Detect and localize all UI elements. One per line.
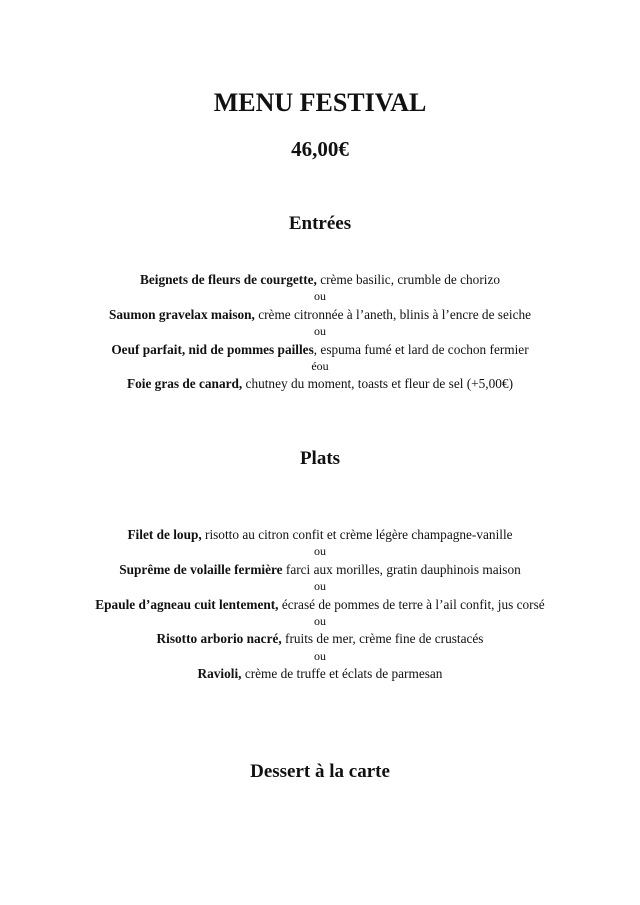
menu-item bbox=[0, 630, 640, 647]
menu-item bbox=[0, 271, 640, 288]
menu-item-description: crème citronnée à l’aneth, blinis à l’encre de seiche bbox=[254, 306, 532, 322]
entrees-list bbox=[0, 271, 640, 393]
menu-item bbox=[0, 561, 640, 578]
menu-item-description: , espuma fumé et lard de cochon fermier bbox=[313, 341, 529, 357]
separator-ou: ou bbox=[314, 324, 326, 339]
menu-item-description: chutney du moment, toasts et fleur de sel (+5,00€) bbox=[242, 376, 514, 392]
menu-item bbox=[0, 665, 640, 682]
menu-item-name: Filet de loup, bbox=[127, 527, 202, 542]
menu-item-description: écrasé de pommes de terre à l’ail confit, jus corsé bbox=[278, 596, 545, 612]
menu-item-name: Epaule d’agneau cuit lentement, bbox=[95, 596, 279, 612]
separator-ou: ou bbox=[314, 614, 326, 629]
menu-item-description: crème de truffe et éclats de parmesan bbox=[241, 666, 443, 682]
menu-item-description: risotto au citron confit et crème légère champagne-vanille bbox=[201, 527, 513, 542]
menu-item-name: Risotto arborio nacré, bbox=[156, 631, 282, 647]
separator-ou: ou bbox=[314, 579, 326, 594]
menu-item-description: farci aux morilles, gratin dauphinois maison bbox=[282, 561, 521, 577]
section-heading-plats: Plats bbox=[299, 448, 341, 469]
menu-item-name: Beignets de fleurs de courgette, bbox=[139, 272, 317, 287]
menu-item bbox=[0, 596, 640, 613]
menu-item bbox=[0, 526, 640, 543]
section-heading-entrees: Entrées bbox=[288, 213, 352, 234]
menu-item-name: Saumon gravelax maison, bbox=[108, 306, 255, 322]
plats-list bbox=[0, 526, 640, 683]
menu-item-description: fruits de mer, crème fine de crustacés bbox=[281, 631, 484, 647]
menu-item bbox=[0, 375, 640, 392]
menu-item bbox=[0, 306, 640, 323]
menu-item bbox=[0, 341, 640, 358]
menu-item-description: crème basilic, crumble de chorizo bbox=[316, 272, 500, 287]
separator-ou: ou bbox=[314, 544, 326, 559]
menu-item-name: Ravioli, bbox=[197, 666, 242, 682]
menu-item-name: Foie gras de canard, bbox=[126, 376, 243, 392]
menu-title: MENU FESTIVAL bbox=[213, 88, 427, 117]
separator-ou: éou bbox=[311, 359, 329, 374]
section-heading-dessert: Dessert à la carte bbox=[250, 761, 390, 782]
menu-price: 46,00€ bbox=[291, 137, 349, 161]
menu-item-name: Suprême de volaille fermière bbox=[119, 561, 283, 577]
menu-item-name: Oeuf parfait, nid de pommes pailles bbox=[111, 341, 314, 357]
separator-ou: ou bbox=[314, 648, 326, 663]
separator-ou: ou bbox=[314, 289, 326, 304]
